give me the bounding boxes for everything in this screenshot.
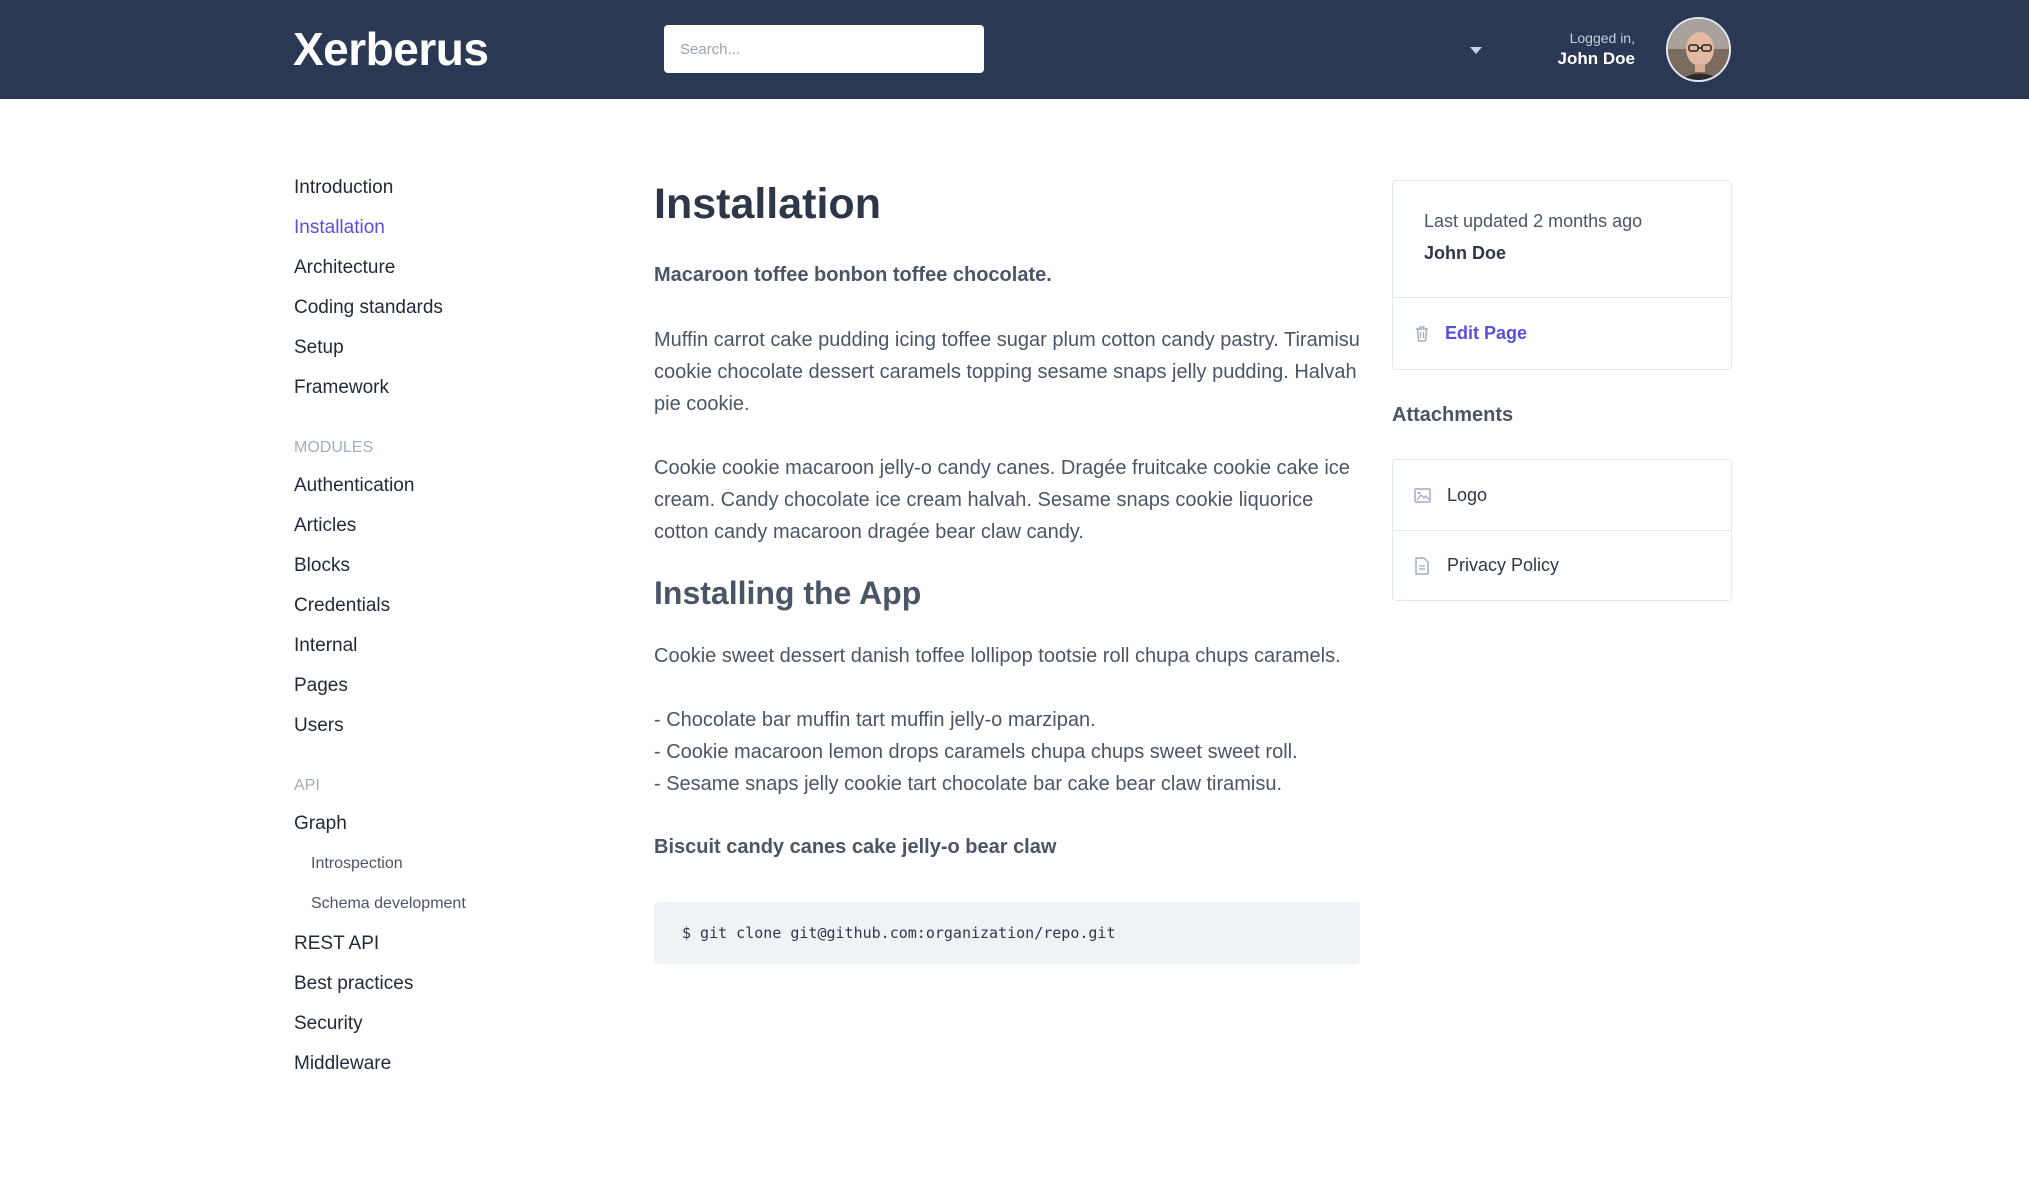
- sidebar-item-users[interactable]: Users: [294, 715, 344, 736]
- article-content: [654, 176, 1360, 964]
- sidebar-item-architecture[interactable]: Architecture: [294, 257, 396, 278]
- sidebar-item-coding-standards[interactable]: Coding standards: [294, 297, 443, 318]
- sidebar-item-introduction[interactable]: Introduction: [294, 177, 394, 198]
- trash-icon: [1413, 325, 1431, 343]
- edit-page-label: Edit Page: [1445, 323, 1528, 343]
- sidebar-heading-api: API: [294, 777, 320, 794]
- list-item: - Chocolate bar muffin tart muffin jelly-o marzipan.: [654, 709, 1096, 731]
- page-meta: [1393, 181, 1731, 298]
- attachments-list: [1392, 459, 1732, 601]
- sidebar-nav: [294, 176, 614, 1092]
- logged-in-user: [1558, 30, 1635, 69]
- sidebar-item-best-practices[interactable]: Best practices: [294, 973, 414, 994]
- sidebar-item-security[interactable]: Security: [294, 1013, 363, 1034]
- sub-heading: Biscuit candy canes cake jelly-o bear claw: [654, 836, 1057, 858]
- section-title: Installing the App: [654, 575, 922, 611]
- bullet-list: [654, 704, 1360, 800]
- image-icon: [1413, 486, 1431, 504]
- sidebar-item-framework[interactable]: Framework: [294, 377, 390, 398]
- paragraph: Cookie cookie macaroon jelly-o candy canes. Dragée fruitcake cookie cake ice cream. Candy chocolate ice cream halvah. Sesame snaps cookie liquorice cotton candy macaroon dragée bear claw candy.: [654, 457, 1350, 543]
- logged-in-label: Logged in,: [1569, 30, 1635, 46]
- sidebar-item-pages[interactable]: Pages: [294, 675, 348, 696]
- attachments-heading: Attachments: [1392, 404, 1514, 426]
- brand-logo[interactable]: Xerberus: [293, 23, 489, 75]
- sidebar-item-articles[interactable]: Articles: [294, 515, 357, 536]
- search-input[interactable]: [664, 25, 984, 73]
- sidebar-item-installation[interactable]: Installation: [294, 217, 385, 238]
- sidebar-item-rest-api[interactable]: REST API: [294, 933, 380, 954]
- document-icon: [1413, 557, 1431, 575]
- sidebar-item-introspection[interactable]: Introspection: [311, 855, 403, 872]
- page-info-card: [1392, 180, 1732, 370]
- sidebar-item-schema-development[interactable]: Schema development: [311, 895, 466, 912]
- attachment-privacy-policy[interactable]: [1393, 530, 1731, 600]
- lead-paragraph: Macaroon toffee bonbon toffee chocolate.: [654, 264, 1052, 286]
- paragraph: Cookie sweet dessert danish toffee lollipop tootsie roll chupa chups caramels.: [654, 645, 1341, 667]
- sidebar-item-middleware[interactable]: Middleware: [294, 1053, 392, 1074]
- avatar[interactable]: [1666, 17, 1731, 82]
- user-name: John Doe: [1557, 49, 1635, 68]
- chevron-down-icon[interactable]: [1470, 47, 1482, 54]
- sidebar-item-internal[interactable]: Internal: [294, 635, 358, 656]
- sidebar-heading-modules: MODULES: [294, 439, 374, 456]
- paragraph: Muffin carrot cake pudding icing toffee sugar plum cotton candy pastry. Tiramisu cookie chocolate dessert caramels topping sesame snaps jelly pudding. Halvah pie cookie.: [654, 329, 1360, 415]
- edit-page-button[interactable]: [1393, 298, 1731, 369]
- attachment-label: Logo: [1447, 484, 1488, 505]
- sidebar-item-credentials[interactable]: Credentials: [294, 595, 391, 616]
- sidebar-item-authentication[interactable]: Authentication: [294, 475, 415, 496]
- page-title: Installation: [654, 180, 881, 228]
- avatar-image: [1668, 19, 1731, 82]
- list-item: - Sesame snaps jelly cookie tart chocolate bar cake bear claw tiramisu.: [654, 773, 1283, 795]
- list-item: - Cookie macaroon lemon drops caramels chupa chups sweet sweet roll.: [654, 741, 1298, 763]
- last-updated: Last updated 2 months ago: [1424, 211, 1643, 231]
- sidebar-item-graph[interactable]: Graph: [294, 813, 347, 834]
- attachment-label: Privacy Policy: [1447, 555, 1560, 575]
- sidebar-item-blocks[interactable]: Blocks: [294, 555, 350, 576]
- code-block[interactable]: $ git clone git@github.com:organization/repo.git: [654, 902, 1360, 964]
- sidebar-item-setup[interactable]: Setup: [294, 337, 344, 358]
- top-bar: [0, 0, 2029, 99]
- updated-by: John Doe: [1424, 243, 1507, 263]
- attachment-logo[interactable]: [1393, 460, 1731, 530]
